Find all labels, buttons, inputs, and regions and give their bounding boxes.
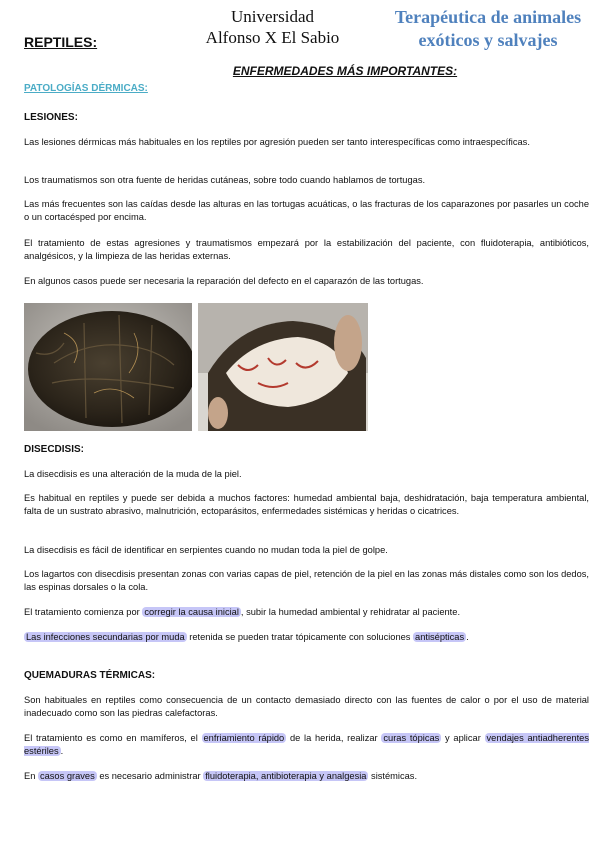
- disecdisis-paragraph-3: La disecdisis es fácil de identificar en serpientes cuando no mudan toda la piel de golpe.: [24, 545, 388, 555]
- disecdisis-paragraph-1: La disecdisis es una alteración de la muda de la piel.: [24, 469, 242, 479]
- lesiones-paragraph-4: El tratamiento de estas agresiones y traumatismos empezará por la estabilización del paciente, con fluidoterapia, antibióticos, analgésicos, y la limpieza de las heridas externas.: [24, 238, 589, 261]
- subject-heading: REPTILES:: [24, 34, 98, 50]
- page-title: ENFERMEDADES MÁS IMPORTANTES:: [232, 64, 458, 78]
- quemaduras-paragraph-1: Son habituales en reptiles como consecuencia de un contacto demasiado directo con las fuentes de calor o por el uso de material inadecuado como son las piedras calefactoras.: [24, 695, 589, 718]
- university-line-1: Universidad: [230, 7, 315, 26]
- highlight-enfriamiento: enfriamiento rápido: [203, 733, 285, 743]
- p6-text-b: retenida se pueden tratar tópicamente con soluciones: [186, 632, 414, 642]
- q2-text-b: de la herida, realizar: [286, 733, 382, 743]
- q2-text-c: y aplicar: [441, 733, 485, 743]
- p5-text-b: , subir la humedad ambiental y rehidratar al paciente.: [240, 607, 461, 617]
- university-line-2: Alfonso X El Sabio: [205, 28, 340, 47]
- disecdisis-paragraph-2: Es habitual en reptiles y puede ser debida a muchos factores: humedad ambiental baja, deshidratación, baja temperatura ambiental, falta de un sustrato abrasivo, malnutrición, ectoparásitos, enfermedades sistémicas y heridas o cicatrices.: [24, 493, 589, 516]
- highlight-casos-graves: casos graves: [39, 771, 95, 781]
- highlight-curas-topicas: curas tópicas: [383, 733, 440, 743]
- course-header: [378, 6, 598, 52]
- p6-text-c: .: [466, 632, 469, 642]
- q3-text-b: es necesario administrar: [96, 771, 204, 781]
- university-header: [200, 6, 345, 48]
- quemaduras-heading: QUEMADURAS TÉRMICAS:: [24, 670, 156, 681]
- highlight-infecciones: Las infecciones secundarias por muda: [26, 632, 185, 642]
- disecdisis-paragraph-6: [24, 631, 589, 644]
- lesiones-paragraph-1: Las lesiones dérmicas más habituales en los reptiles por agresión pueden ser tanto interespecíficas como intraespecíficas.: [24, 137, 530, 147]
- q2-text-d: .: [60, 746, 64, 756]
- disecdisis-paragraph-4: Los lagartos con disecdisis presentan zonas con varias capas de piel, retención de la piel en las zonas más distales como son los dedos, las espinas dorsales o la cola.: [24, 569, 589, 592]
- highlight-corregir-causa: corregir la causa inicial: [144, 607, 239, 617]
- q2-text-a: El tratamiento es como en mamíferos, el: [24, 733, 202, 743]
- quemaduras-paragraph-3: [24, 770, 589, 783]
- disecdisis-heading: DISECDISIS:: [24, 444, 85, 455]
- highlight-antisepticas: antisépticas: [415, 632, 465, 642]
- section-heading: PATOLOGÍAS DÉRMICAS:: [24, 83, 148, 94]
- lesiones-paragraph-3: Las más frecuentes son las caídas desde las alturas en las tortugas acuáticas, o las fracturas de los caparazones por pasarles un coche o un cortacésped por encima.: [24, 199, 589, 222]
- q3-text-a: En: [24, 771, 38, 781]
- lesiones-paragraph-5: En algunos casos puede ser necesaria la reparación del defecto en el caparazón de las tortugas.: [24, 276, 424, 286]
- quemaduras-paragraph-2: [24, 732, 589, 758]
- highlight-fluidoterapia: fluidoterapia, antibioterapia y analgesia: [205, 771, 367, 781]
- p5-text-a: El tratamiento comienza por: [24, 607, 143, 617]
- highlight-vendajes: vendajes antiadherentes estériles: [24, 733, 589, 756]
- turtle-shell-photo: [24, 303, 192, 431]
- course-line-2: exóticos y salvajes: [418, 30, 558, 50]
- course-line-1: Terapéutica de animales: [394, 7, 582, 27]
- disecdisis-paragraph-5: [24, 606, 589, 619]
- turtle-plastron-photo: [198, 303, 368, 431]
- lesiones-paragraph-2: Los traumatismos son otra fuente de heridas cutáneas, sobre todo cuando hablamos de tortugas.: [24, 175, 426, 185]
- lesiones-heading: LESIONES:: [24, 112, 78, 123]
- q3-text-c: sistémicas.: [368, 771, 418, 781]
